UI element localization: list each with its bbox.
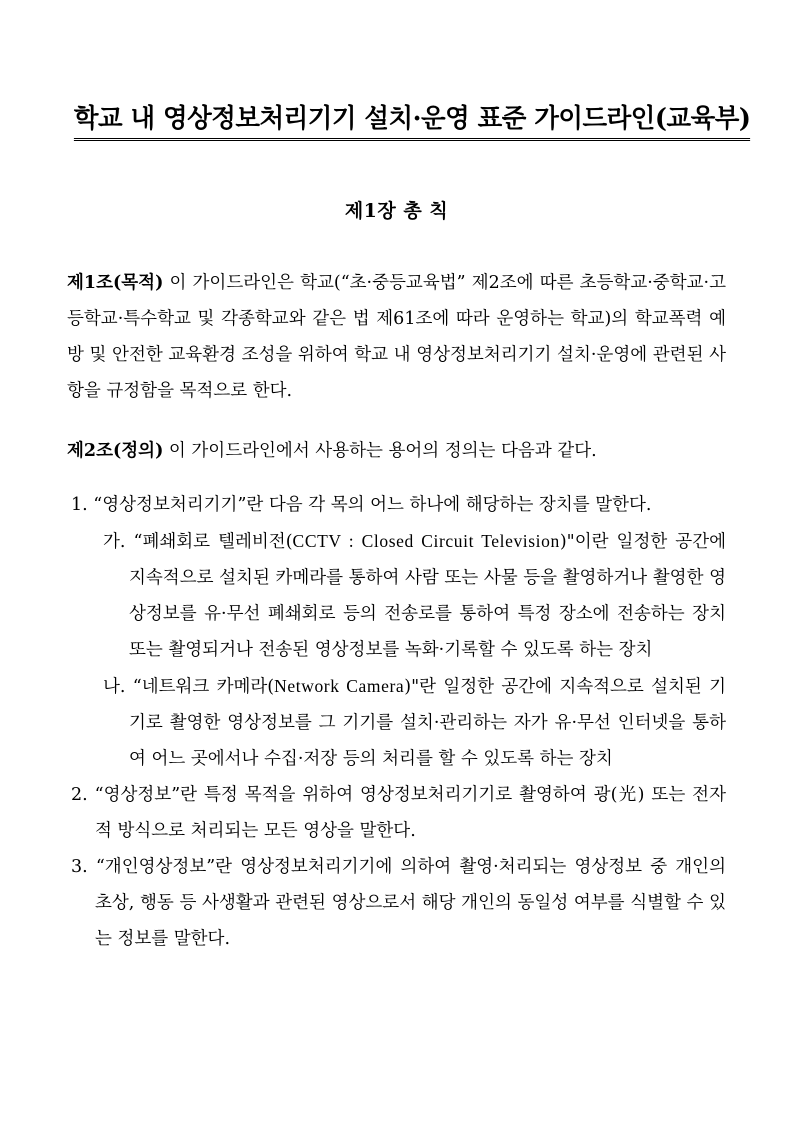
list-item-marker: 3. [71, 856, 88, 877]
sub-list-item-text-after: )"이란 일정한 공간에 지속적으로 설치된 카메라를 통하여 사람 또는 사물 등을 촬영하거나 촬영한 영상정보를 유·무선 폐쇄회로 등의 전송로를 통하여 특정 장소에 전송하는 장치 또는 촬영되거나 전송된 영상정보를 녹화·기록할 수 있도록 하는 장치 [129, 531, 726, 660]
page-title [67, 0, 751, 141]
article-1-label: 제1조(목적) [67, 273, 164, 294]
article-2 [67, 433, 726, 469]
list-item [67, 777, 726, 849]
sub-list-item [67, 523, 726, 668]
list-item-marker: 1. [71, 494, 88, 515]
list-item [67, 487, 726, 523]
chapter-heading: 제1장 총 칙 [344, 200, 449, 223]
list-item-text: “영상정보처리기기”란 다음 각 목의 어느 하나에 해당하는 장치를 말한다. [93, 494, 652, 515]
article-1-body: 이 가이드라인은 학교(“초·중등교육법” 제2조에 따른 초등학교·중학교·고등학교·특수학교 및 각종학교와 같은 법 제61조에 따라 운영하는 학교)의 학교폭력 예방 및 안전한 교육환경 조성을 위하여 학교 내 영상정보처리기기 설치·운영에 관련된 사항을 규정함을 목적으로 한다. [67, 273, 726, 402]
list-item [67, 849, 726, 957]
sub-list-item-marker: 나. [103, 676, 126, 697]
sub-list-item-text-before: “폐쇄회로 텔레비전( [133, 531, 293, 552]
sub-list-item-latin-term: CCTV : Closed Circuit Television [292, 530, 560, 551]
sub-list-item [67, 668, 726, 777]
article-1 [67, 265, 726, 409]
article-2-label: 제2조(정의) [67, 441, 164, 462]
list-item-text: “영상정보”란 특정 목적을 위하여 영상정보처리기기로 촬영하여 광(光) 또는 전자적 방식으로 처리되는 모든 영상을 말한다. [94, 784, 726, 841]
sub-list-item-latin-term: Network Camera [274, 675, 405, 696]
sub-list-item-marker: 가. [103, 531, 126, 552]
sub-list-item-text-before: “네트워크 카메라( [132, 676, 275, 697]
article-2-body: 이 가이드라인에서 사용하는 용어의 정의는 다음과 같다. [163, 441, 597, 462]
list-item-marker: 2. [71, 784, 88, 805]
page-title-text: 학교 내 영상정보처리기기 설치·운영 표준 가이드라인(교육부) [74, 104, 751, 141]
sub-list-item-text-after: )"란 일정한 공간에 지속적으로 설치된 기기로 촬영한 영상정보를 그 기기를 설치·관리하는 자가 유·무선 인터넷을 통하여 어느 곳에서나 수집·저장 등의 처리를 할 수 있도록 하는 장치 [129, 676, 727, 769]
list-item-text: “개인영상정보”란 영상정보처리기기에 의하여 촬영·처리되는 영상정보 중 개인의 초상, 행동 등 사생활과 관련된 영상으로서 해당 개인의 동일성 여부를 식별할 수 있는 정보를 말한다. [95, 856, 726, 949]
